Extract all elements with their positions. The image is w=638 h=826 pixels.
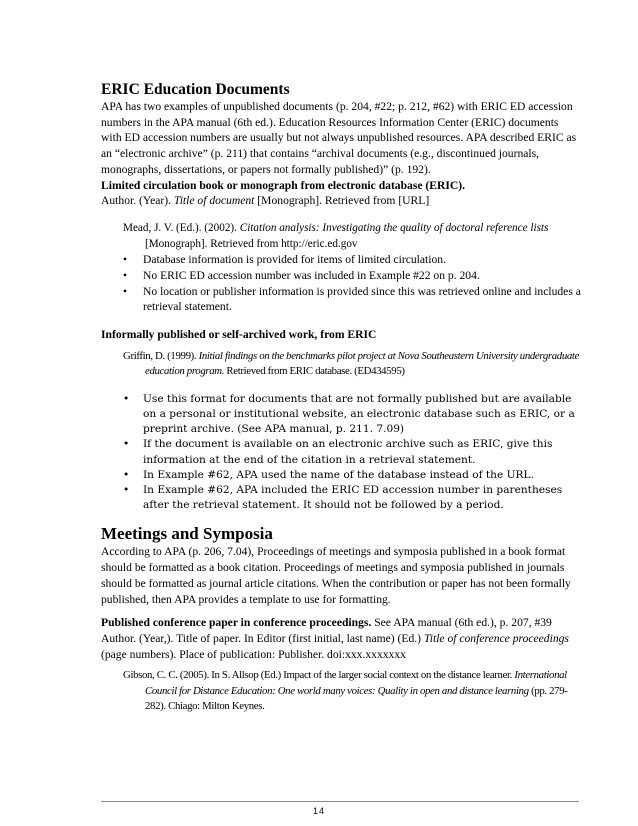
eric-intro-paragraph: APA has two examples of unpublished documents (p. 204, #22; p. 212, #62) with ERIC ED accession numbers in the APA manual (6th ed.). Education Resources Information Center (ERIC) documents with ED accession numbers are usually but not always unpublished resources. APA described ERIC as an “electronic archive” (p. 211) that contains “archival documents (e.g., discontinued journals, monographs, dissertations, or papers not formally published)” (p. 192). Limited circulation book or monograph from electronic database (ERIC). Author. (Year). Title of document [Monograph]. Retrieved from [URL] <box>101 100 577 208</box>
page-content <box>101 80 581 715</box>
page-number: 14 <box>312 806 325 816</box>
footer-divider <box>101 801 579 802</box>
bullet-icon: • <box>123 484 130 497</box>
conference-paper-heading: Published conference paper in conference proceedings. <box>101 616 372 630</box>
bullet-icon: • <box>123 438 130 451</box>
list-item: • In Example #62, APA used the name of the database instead of the URL. <box>101 468 581 483</box>
list-item: • Use this format for documents that are not formally published but are available on a personal or institutional website, an electronic database such as ERIC, or a preprint archive. (See APA manual, p. 211. 7.09) <box>123 392 575 436</box>
informal-work-notes <box>101 392 581 514</box>
gibson-citation-example: Gibson, C. C. (2005). In S. Allsop (Ed.) Impact of the larger social context on the distance learner. International Council for Distance Education: One world many voices: Quality in open and distance learning (pp. 279-282). Chiago: Milton Keynes. <box>123 669 568 713</box>
bullet-icon: • <box>123 392 130 405</box>
bullet-icon: • <box>123 253 128 267</box>
informal-work-heading: Informally published or self-archived work, from ERIC <box>101 328 377 342</box>
bullet-icon: • <box>123 269 128 283</box>
list-item: • No ERIC ED accession number was included in Example #22 on p. 204. <box>123 269 480 283</box>
list-item: • Database information is provided for items of limited circulation. <box>123 253 446 267</box>
bullet-icon: • <box>123 468 130 481</box>
list-item: • No location or publisher information is provided since this was retrieved online and includes a retrieval statement. <box>123 284 581 314</box>
meetings-heading: Meetings and Symposia <box>101 524 273 544</box>
limited-format-template: Author. (Year). Title of document [Monograph]. Retrieved from [URL] <box>101 194 430 208</box>
bullet-icon: • <box>123 284 128 298</box>
griffin-citation-example: Griffin, D. (1999). Initial findings on the benchmarks pilot project at Nova Southeastern University undergraduate education program. Retrieved from ERIC database. (ED434595) <box>123 349 580 378</box>
list-item: • In Example #62, APA included the ERIC ED accession number in parentheses after the retrieval statement. It should not be followed by a period. <box>123 484 563 512</box>
list-item: • If the document is available on an electronic archive such as ERIC, give this information at the end of the citation in a retrieval statement. <box>123 438 553 466</box>
meetings-intro-paragraph: According to APA (p. 206, 7.04), Proceedings of meetings and symposia published in a book format should be formatted as a book citation. Proceedings of meetings and symposia published in journals should be formatted as journal article citations. When the contribution or paper has not been formally published, then APA provides a template to use for formatting. <box>101 545 571 606</box>
limited-circulation-heading: Limited circulation book or monograph from electronic database (ERIC). <box>101 178 466 192</box>
limited-circulation-notes <box>101 252 581 315</box>
eric-heading: ERIC Education Documents <box>101 81 290 98</box>
mead-citation-example: Mead, J. V. (Ed.). (2002). Citation analysis: Investigating the quality of doctoral reference lists [Monograph]. Retrieved from http://eric.ed.gov <box>123 221 549 250</box>
conference-paper-template: Published conference paper in conference proceedings. See APA manual (6th ed.), p. 207, #39 Author. (Year,). Title of paper. In Editor (first initial, last name) (Ed.) Title of conference proceedings (page numbers). Place of publication: Publisher. doi:xxx.xxxxxxx <box>101 616 569 661</box>
